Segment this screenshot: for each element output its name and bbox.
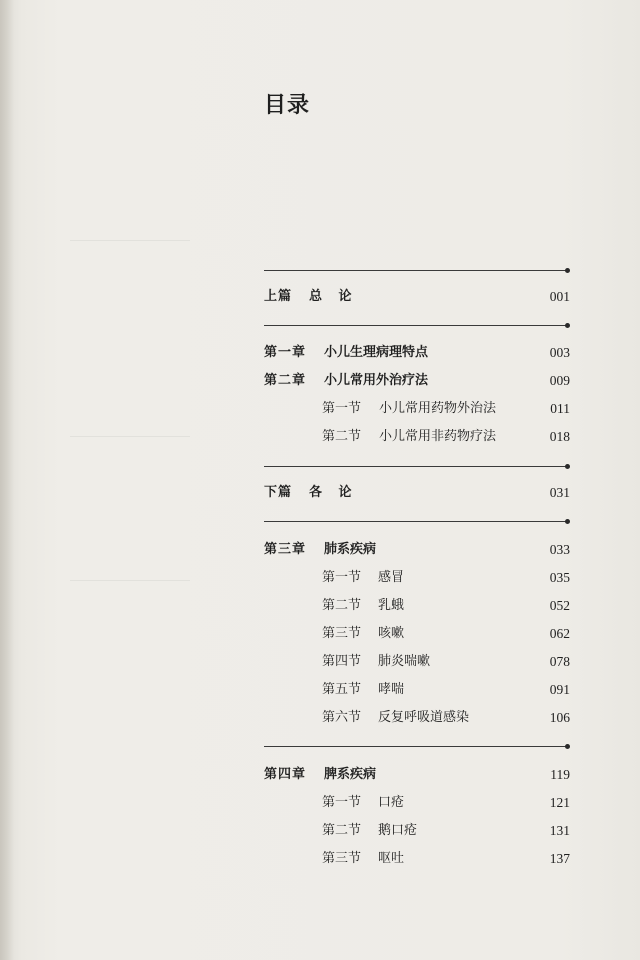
section-label: 第二节	[322, 598, 362, 613]
page-number: 001	[549, 289, 570, 304]
section-rule	[264, 325, 566, 326]
section-label: 第三节	[322, 851, 362, 866]
section-label: 第五节	[322, 682, 362, 697]
toc-entry-chapter-2[interactable]	[264, 370, 570, 392]
toc-entry-section[interactable]	[264, 792, 570, 814]
page-number: 035	[549, 570, 570, 585]
section-label: 第二节	[322, 429, 362, 444]
part-label: 上篇	[264, 289, 293, 304]
part-title: 总 论	[309, 289, 358, 304]
page-number: 106	[549, 710, 570, 725]
chapter-label: 第四章	[264, 767, 307, 782]
rule-dot	[565, 744, 570, 749]
section-title: 小儿常用非药物疗法	[379, 429, 497, 444]
toc-entry-section[interactable]	[264, 567, 570, 589]
page-number: 052	[549, 598, 570, 613]
page-number: 131	[549, 823, 570, 838]
toc-entry-section[interactable]	[264, 651, 570, 673]
section-title: 小儿常用药物外治法	[379, 401, 497, 416]
section-title: 咳嗽	[378, 626, 405, 641]
toc-entry-part-1[interactable]	[264, 286, 570, 308]
toc-entry-part-2[interactable]	[264, 482, 570, 504]
spine-shadow	[0, 0, 14, 960]
toc-entry-section[interactable]	[264, 707, 570, 729]
chapter-label: 第三章	[264, 542, 307, 557]
section-label: 第一节	[322, 401, 362, 416]
page-number: 091	[549, 682, 570, 697]
bleed-through-line	[70, 580, 190, 581]
section-label: 第四节	[322, 654, 362, 669]
chapter-title: 脾系疾病	[324, 767, 377, 782]
chapter-title: 小儿常用外治疗法	[324, 373, 429, 388]
part-label: 下篇	[264, 485, 293, 500]
section-title: 口疮	[378, 795, 405, 810]
section-title: 鹅口疮	[378, 823, 418, 838]
page-number: 062	[549, 626, 570, 641]
section-label: 第一节	[322, 570, 362, 585]
toc-entry-section[interactable]	[264, 595, 570, 617]
toc-entry-section[interactable]	[264, 820, 570, 842]
page-number: 011	[550, 401, 570, 416]
toc-entry-section[interactable]	[264, 398, 570, 420]
bleed-through-line	[70, 436, 190, 437]
rule-dot	[565, 464, 570, 469]
section-label: 第六节	[322, 710, 362, 725]
rule-dot	[565, 268, 570, 273]
section-title: 乳蛾	[378, 598, 405, 613]
page-number: 137	[549, 851, 570, 866]
section-title: 哮喘	[378, 682, 405, 697]
section-rule	[264, 521, 566, 522]
section-title: 肺炎喘嗽	[378, 654, 431, 669]
chapter-title: 肺系疾病	[324, 542, 377, 557]
chapter-label: 第一章	[264, 345, 307, 360]
toc-entry-section[interactable]	[264, 426, 570, 448]
page-number: 119	[550, 767, 570, 782]
section-rule	[264, 270, 566, 271]
chapter-label: 第二章	[264, 373, 307, 388]
section-title: 反复呼吸道感染	[378, 710, 470, 725]
page-number: 009	[549, 373, 570, 388]
toc-entry-chapter-3[interactable]	[264, 539, 570, 561]
section-label: 第三节	[322, 626, 362, 641]
page-number: 031	[549, 485, 570, 500]
toc-entry-section[interactable]	[264, 679, 570, 701]
toc-entry-section[interactable]	[264, 848, 570, 870]
toc-entry-section[interactable]	[264, 623, 570, 645]
page-number: 033	[549, 542, 570, 557]
toc-entry-chapter-4[interactable]	[264, 764, 570, 786]
page-number: 121	[549, 795, 570, 810]
chapter-title: 小儿生理病理特点	[324, 345, 429, 360]
section-title: 感冒	[378, 570, 405, 585]
section-title: 呕吐	[378, 851, 405, 866]
page-number: 018	[549, 429, 570, 444]
rule-dot	[565, 323, 570, 328]
page-number: 078	[549, 654, 570, 669]
toc-entry-chapter-1[interactable]	[264, 342, 570, 364]
section-rule	[264, 746, 566, 747]
page-number: 003	[549, 345, 570, 360]
part-title: 各 论	[309, 485, 358, 500]
section-label: 第一节	[322, 795, 362, 810]
rule-dot	[565, 519, 570, 524]
toc-title: 目录	[264, 93, 311, 118]
section-rule	[264, 466, 566, 467]
section-label: 第二节	[322, 823, 362, 838]
bleed-through-line	[70, 240, 190, 241]
